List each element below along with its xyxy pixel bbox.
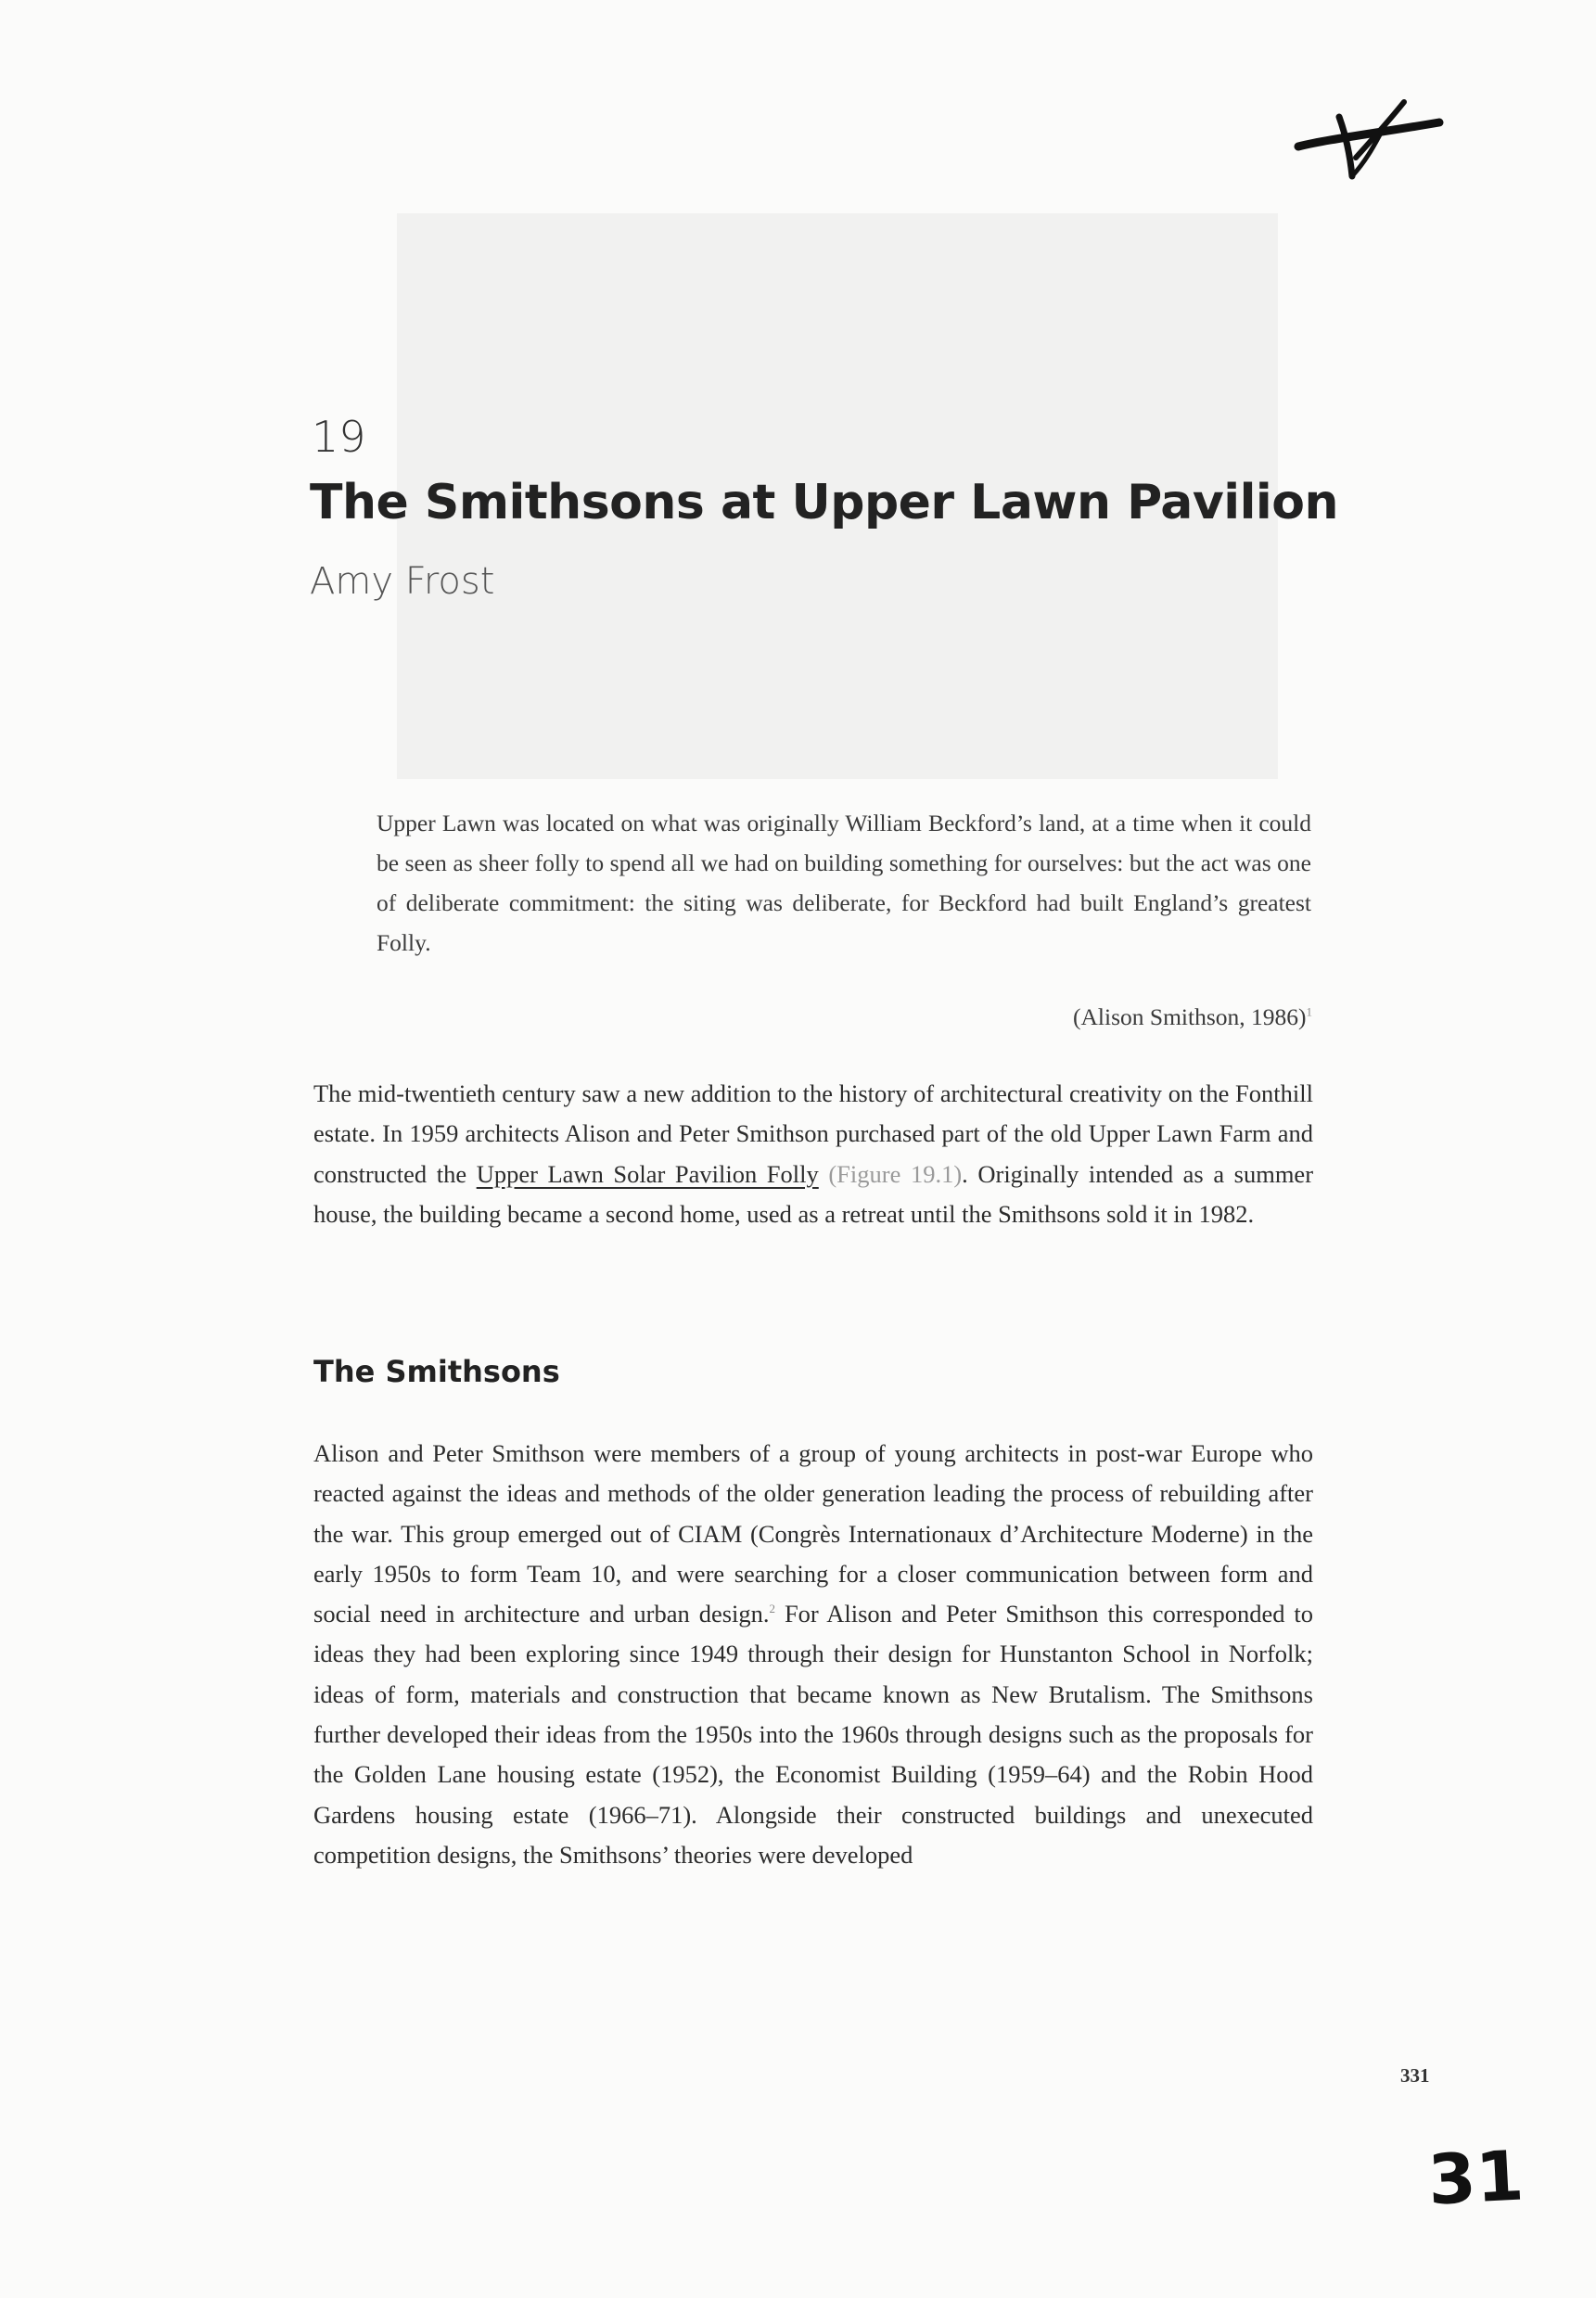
intro-paragraph (313, 1074, 1313, 1234)
epigraph-text: Upper Lawn was located on what was originally William Beckford’s land, at a time when it could be seen as sheer folly to spend all we had on building something for ourselves: but the act was one of deliberate commitment: the siting was deliberate, for Beckford had built England’s greatest Folly. (377, 810, 1311, 956)
section-heading: The Smithsons (313, 1354, 560, 1389)
handwritten-page-number: 31 (1425, 2136, 1526, 2221)
section-text-before: Alison and Peter Smithson were members of a group of young architects in post-war Europe who reacted against the ideas and methods of the older generation leading the process of rebuilding after the war. This group emerged out of CIAM (Congrès Internationaux d’Architecture Moderne) in the early 1950s to form Team 10, and were searching for a closer communication between form and social need in architecture and urban design. (313, 1439, 1313, 1628)
section-note-marker: 2 (769, 1602, 776, 1616)
epigraph-citation (1073, 1003, 1312, 1031)
section-paragraph (313, 1434, 1313, 1875)
epigraph-note-marker: 1 (1306, 1004, 1312, 1019)
page-number: 331 (1400, 2064, 1430, 2087)
epigraph-quote (377, 803, 1311, 963)
chapter-number: 19 (312, 412, 366, 462)
underlined-folly-title: Upper Lawn Solar Pavilion Folly (476, 1159, 819, 1188)
figure-reference: (Figure 19.1) (828, 1159, 963, 1188)
section-text-after: For Alison and Peter Smithson this corresponded to ideas they had been exploring since 1949 through their design for Hunstanton School in Norfolk; ideas of form, materials and construction that became known as New Brutalism. The Smithsons further developed their ideas from the 1950s into the 1960s through designs such as the proposals for the Golden Lane housing estate (1952), the Economist Building (1959–64) and the Robin Hood Gardens housing estate (1966–71). Alongside their constructed buildings and unexecuted competition designs, the Smithsons’ theories were developed (313, 1600, 1314, 1869)
chapter-author: Amy Frost (310, 560, 495, 603)
intro-text-after: . Originally intended as a summer house, the building became a second home, used as a retreat until the Smithsons sold it in 1982. (313, 1159, 1314, 1228)
chapter-title: The Smithsons at Upper Lawn Pavilion (310, 475, 1338, 530)
intro-text-before: The mid-twentieth century saw a new addition to the history of architectural creativity on the Fonthill estate. In 1959 architects Alison and Peter Smithson purchased part of the old Upper Lawn Farm and constructed the (313, 1079, 1313, 1188)
epigraph-citation-text: (Alison Smithson, 1986) (1073, 1003, 1307, 1030)
handwritten-mark-icon (1291, 93, 1449, 185)
